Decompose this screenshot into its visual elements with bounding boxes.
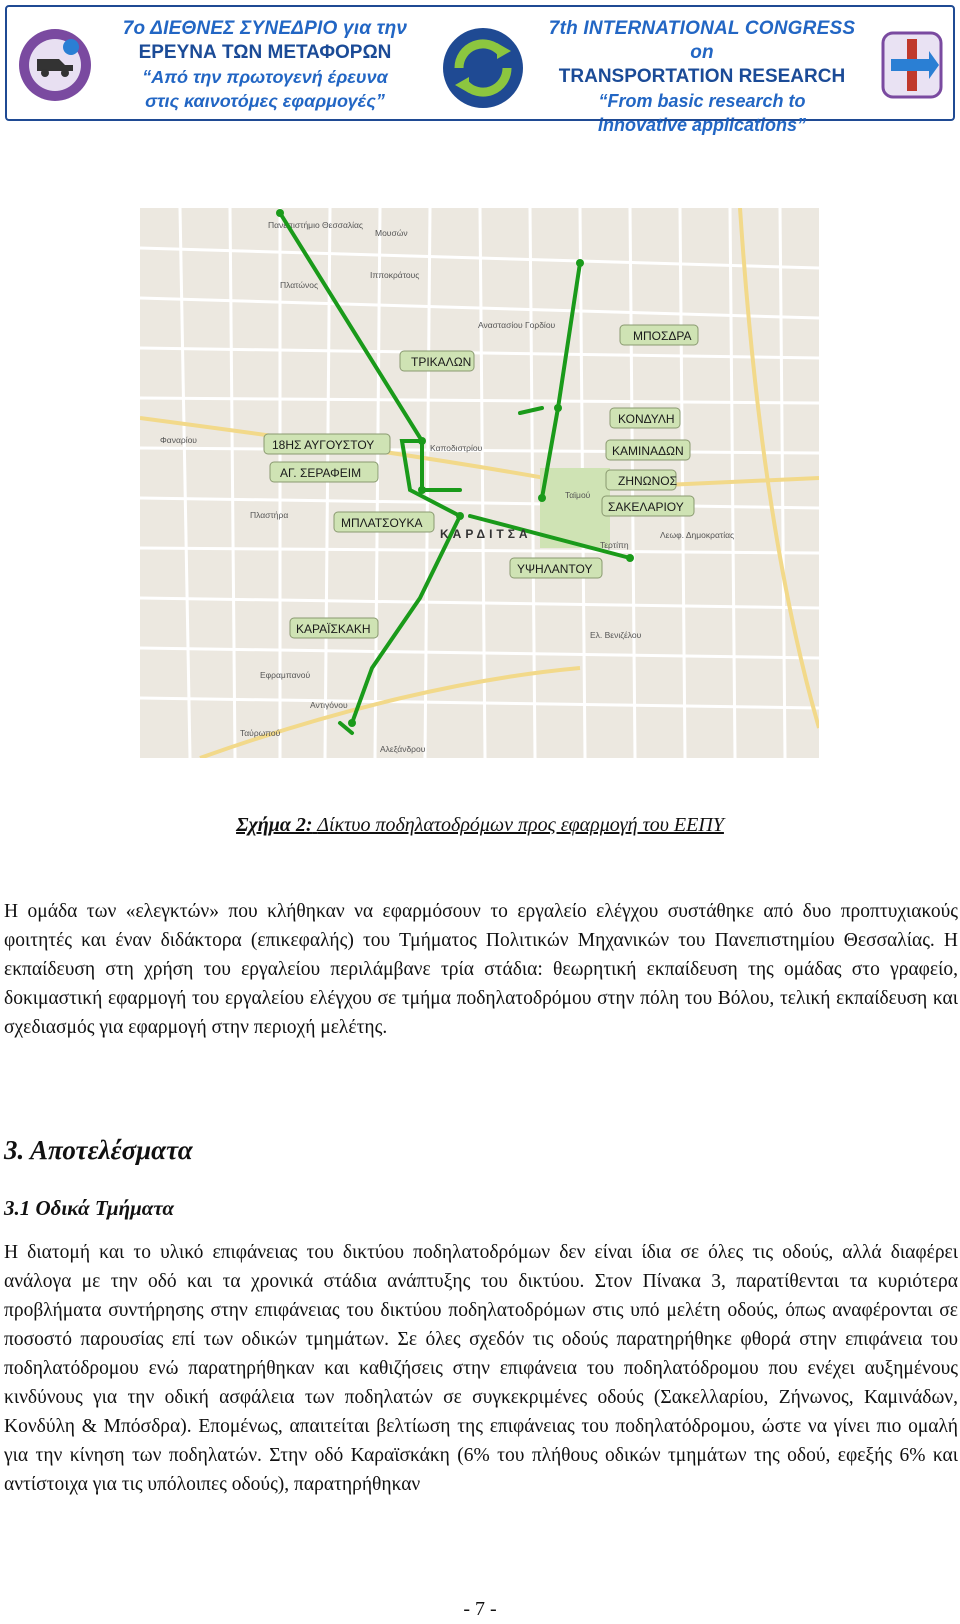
svg-text:ΑΓ. ΣΕΡΑΦΕΙΜ: ΑΓ. ΣΕΡΑΦΕΙΜ: [280, 466, 362, 480]
route-label-18is-avgoustou: [264, 434, 390, 454]
route-label-mposdra: [620, 325, 698, 345]
svg-text:ΜΠΛΑΤΣΟΥΚΑ: ΜΠΛΑΤΣΟΥΚΑ: [341, 516, 423, 530]
banner-english-line3: “From basic research to: [598, 91, 806, 111]
section-heading: 3. Αποτελέσματα: [4, 1135, 193, 1165]
route-label-kaminadon: [606, 440, 690, 460]
banner-greek-line4: στις καινοτόμες εφαρμογές”: [145, 91, 385, 111]
svg-text:Εφραμπανού: Εφραμπανού: [260, 670, 311, 680]
svg-text:Ελ. Βενιζέλου: Ελ. Βενιζέλου: [590, 630, 642, 640]
banner-greek-line3: “Από την πρωτογενή έρευνα: [142, 67, 388, 87]
figure-caption-label: Σχήμα 2:: [236, 814, 313, 836]
banner-english-line2: TRANSPORTATION RESEARCH: [558, 66, 846, 87]
svg-text:Πανεπιστήμιο Θεσσαλίας: Πανεπιστήμιο Θεσσαλίας: [268, 220, 364, 230]
conference-banner: [5, 5, 955, 135]
banner-greek-line1: 7ο ΔΙΕΘΝΕΣ ΣΥΝΕΔΡΙΟ για την: [122, 18, 408, 39]
svg-text:ΤΡΙΚΑΛΩΝ: ΤΡΙΚΑΛΩΝ: [411, 355, 472, 369]
svg-text:Πλαστήρα: Πλαστήρα: [250, 510, 289, 520]
banner-english-line1: 7th INTERNATIONAL CONGRESS on: [548, 18, 856, 63]
svg-text:ΜΠΟΣΔΡΑ: ΜΠΟΣΔΡΑ: [633, 329, 692, 343]
route-label-trikalon: [400, 351, 474, 371]
svg-text:Αντιγόνου: Αντιγόνου: [310, 700, 348, 710]
conference-logo-right: [879, 29, 945, 101]
svg-text:Φαναρίου: Φαναρίου: [160, 435, 197, 445]
svg-text:ΚΑΜΙΝΑΔΩΝ: ΚΑΜΙΝΑΔΩΝ: [612, 444, 684, 458]
svg-text:ΖΗΝΩΝΟΣ: ΖΗΝΩΝΟΣ: [618, 474, 678, 488]
svg-text:ΚΟΝΔΥΛΗ: ΚΟΝΔΥΛΗ: [618, 412, 675, 426]
paragraph-2: Η διατομή και το υλικό επιφάνειας του δικτύου ποδηλατοδρόμων δεν είναι ίδια σε όλες τις οδούς, αλλά διαφέρει ανάλογα με την οδό και τα χρονικά στάδια ανάπτυξης του δικτύου. Στον Πίνακα 3, παρατίθενται τα κυριότερα προβλήματα συντήρησης στην επιφάνειας του δικτύου ποδηλατοδρόμων στις υπό μελέτη οδούς, όπως αναφέρονται σε ποσοστό παρουσίας επί των οδικών τμημάτων. Σε όλες σχεδόν τις οδούς παρατηρήθηκε φθορά στην επιφάνεια του ποδηλατόδρομου ενώ παρατηρήθηκαν και καθιζήσεις στην επιφάνεια του ποδηλατόδρομου που ενέχει αυξημένους κινδύνους για την οδική ασφάλεια των ποδηλατών σε συγκεκριμένες οδούς (Σακελλαρίου, Ζήνωνος, Καμινάδων, Κονδύλη & Μπόσδρα). Επομένως, απαιτείται βελτίωση της επιφάνειας του ποδηλατόδρομου, ώστε να γίνει πιο ομαλή για την κίνηση των ποδηλατών. Στην οδό Καραϊσκάκη (6% του πλήθους οδικών τμημάτων της οδού, εφεξής 6% και αντίστοιχα για τις υπόλοιπες οδούς), παρατηρήθηκαν: [4, 1242, 958, 1495]
route-label-karaiskaki: [290, 618, 378, 638]
svg-text:18ΗΣ ΑΥΓΟΥΣΤΟΥ: 18ΗΣ ΑΥΓΟΥΣΤΟΥ: [272, 438, 375, 452]
svg-text:Ταϊμού: Ταϊμού: [565, 490, 591, 500]
conference-logo-left: [15, 25, 95, 105]
page-number: - 7 -: [463, 1598, 497, 1620]
route-label-ypsilantou: [510, 558, 602, 578]
svg-text:ΥΨΗΛΑΝΤΟΥ: ΥΨΗΛΑΝΤΟΥ: [517, 562, 593, 576]
bike-network-map: [140, 208, 819, 758]
svg-text:Αλεξάνδρου: Αλεξάνδρου: [380, 744, 426, 754]
svg-text:Λεωφ. Δημοκρατίας: Λεωφ. Δημοκρατίας: [660, 530, 735, 540]
city-name-label: ΚΑΡΔΙΤΣΑ: [440, 527, 532, 541]
svg-text:Πλατώνος: Πλατώνος: [280, 280, 319, 290]
svg-text:Ιπποκράτους: Ιπποκράτους: [370, 270, 420, 280]
paragraph-1: Η ομάδα των «ελεγκτών» που κλήθηκαν να εφαρμόσουν το εργαλείο ελέγχου συστάθηκε από δυο προπτυχιακούς φοιτητές και έναν διδάκτορα (επικεφαλής) του Τμήματος Πολιτικών Μηχανικών του Πανεπιστημίου Θεσσαλίας. Η εκπαίδευση στη χρήση του εργαλείου περιλάμβανε τρία στάδια: θεωρητική εκπαίδευση της ομάδας στο γραφείο, δοκιμαστική εφαρμογή του εργαλείου ελέγχου σε τμήμα ποδηλατοδρόμου στην πόλη του Βόλου, τελική εκπαίδευση και σχεδιασμός για εφαρμογή στην περιοχή μελέτης.: [4, 901, 958, 1038]
route-label-sakelariou: [602, 496, 694, 516]
svg-text:Μουσών: Μουσών: [375, 228, 408, 238]
route-label-mplatsouka: [334, 512, 434, 532]
figure-caption: [0, 814, 960, 837]
conference-logo-center: [435, 25, 531, 111]
svg-text:Αναστασίου Γορδίου: Αναστασίου Γορδίου: [478, 320, 556, 330]
route-label-zinonos: [606, 470, 677, 490]
svg-text:Τερτίπη: Τερτίπη: [600, 540, 629, 550]
svg-text:Καποδιστρίου: Καποδιστρίου: [430, 443, 483, 453]
svg-text:ΚΑΡΑΪΣΚΑΚΗ: ΚΑΡΑΪΣΚΑΚΗ: [296, 622, 371, 636]
subsection-heading: 3.1 Οδικά Τμήματα: [4, 1196, 175, 1220]
banner-greek-line2: ΕΡΕΥΝΑ ΤΩΝ ΜΕΤΑΦΟΡΩΝ: [138, 42, 392, 63]
route-label-kondyli: [610, 408, 680, 428]
route-label-ag-serafeim: [270, 462, 378, 482]
banner-english-line4: innovative applications”: [597, 115, 807, 135]
svg-text:ΣΑΚΕΛΑΡΙΟΥ: ΣΑΚΕΛΑΡΙΟΥ: [608, 500, 684, 514]
figure-caption-text: Δίκτυο ποδηλατοδρόμων προς εφαρμογή του ΕΕΠΥ: [317, 814, 724, 836]
svg-text:Ταύρωπού: Ταύρωπού: [240, 728, 281, 738]
